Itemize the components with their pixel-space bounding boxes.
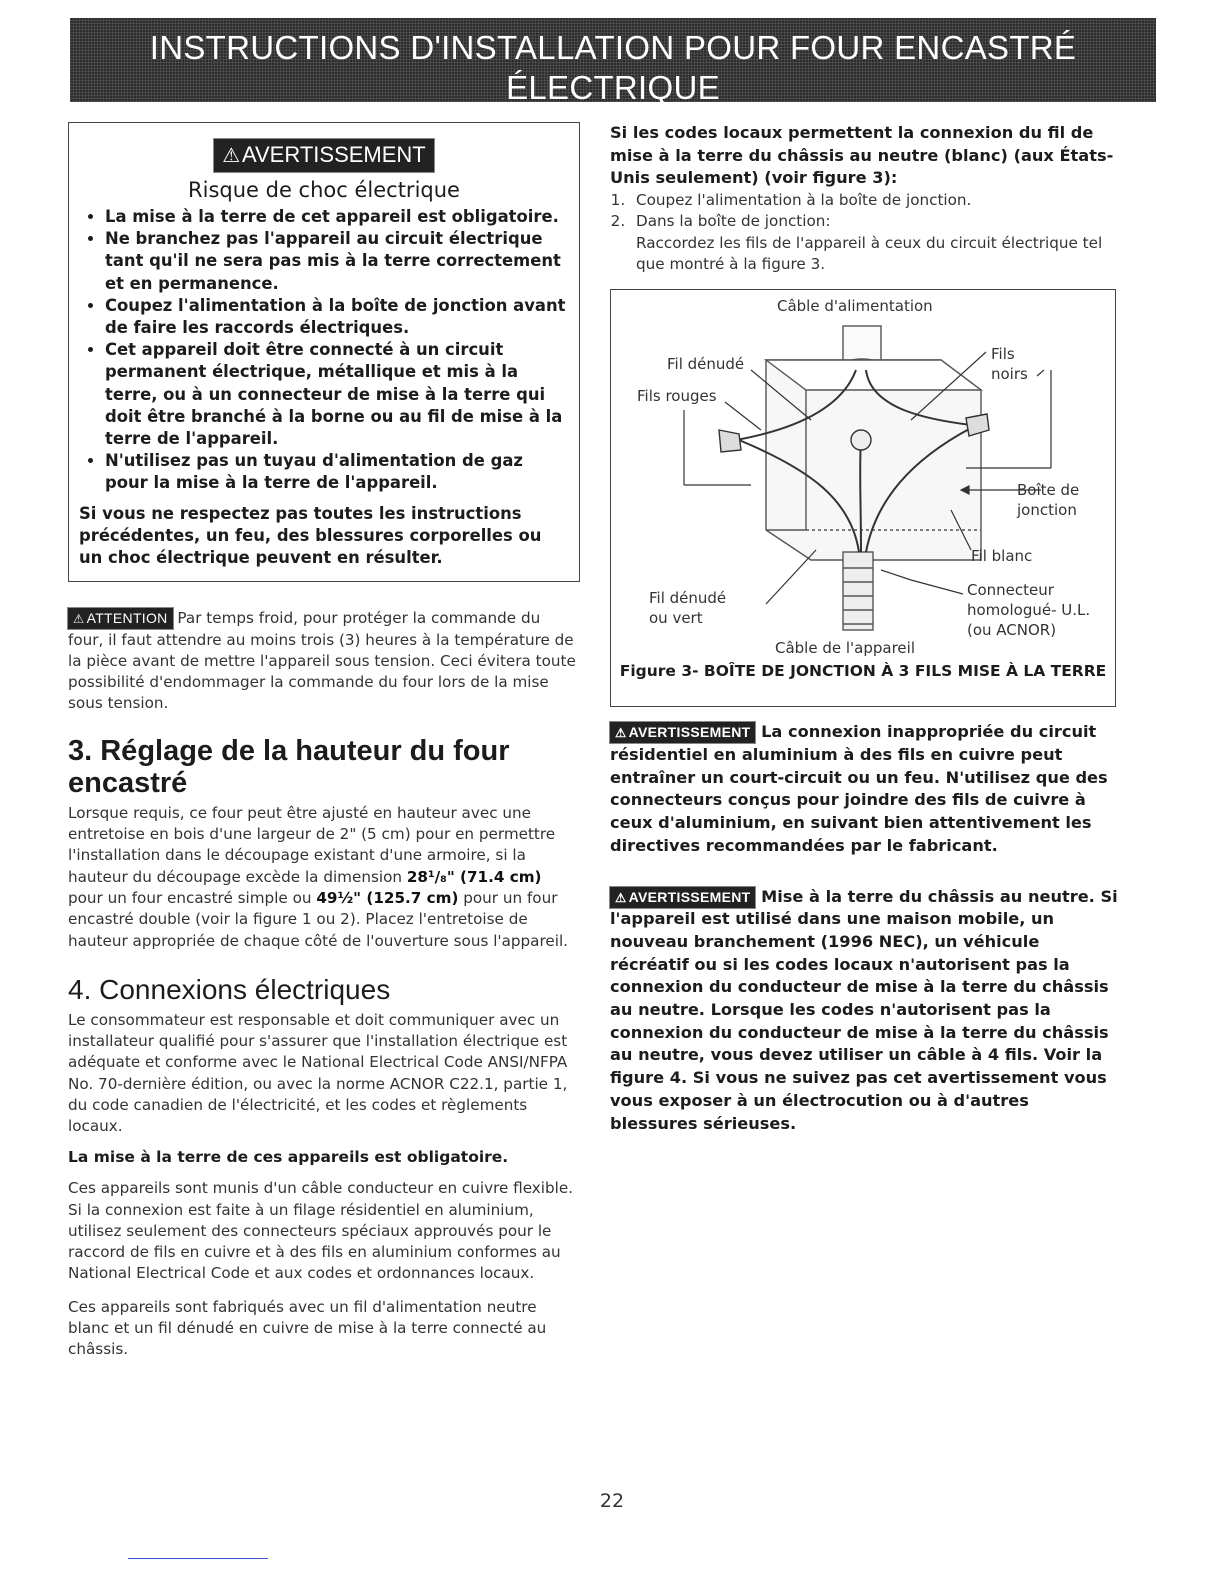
attention-badge: ⚠ ATTENTION <box>68 608 173 629</box>
section-4-heading: 4. Connexions électriques <box>68 973 391 1005</box>
steps-list <box>610 190 1118 275</box>
footer-line <box>128 1558 268 1559</box>
warning-triangle-icon: ⚠ <box>615 726 627 741</box>
left-column <box>68 122 580 1361</box>
warning-badge-small: ⚠ AVERTISSEMENT <box>610 722 755 743</box>
warning-triangle-icon: ⚠ <box>615 890 627 905</box>
attention-paragraph: ⚠ ATTENTION Par temps froid, pour protéger la commande du four, il faut attendre au moins trois (3) heures à la température de la pièce avant de mettre l'appareil sous tension. Ceci évitera toute possibilité d'endommager la commande du four lors de la mise sous tension. <box>68 609 576 713</box>
warning-badge: ⚠AVERTISSEMENT <box>214 139 434 172</box>
chassis-neutral-warning: ⚠ AVERTISSEMENT Mise à la terre du châssis au neutre. Si l'appareil est utilisé dans une maison mobile, un nouveau branchement (1996 NEC), un véhicule récréatif ou si les codes locaux n'autorisent pas la connexion du conducteur de mise à la terre du châssis au neutre. Lorsque les codes n'autorisent pas la connexion du conducteur de mise à la terre du châssis au neutre, vous devez utiliser un câble à 4 fils. Voir la figure 4. Si vous ne suivez pas cet avertissement vous vous exposer à un électrocution ou à d'autres blessures sérieuses. <box>610 886 1118 1133</box>
label-connector: Connecteur homologué- U.L. (ou ACNOR) <box>967 581 1091 640</box>
header-banner <box>70 18 1156 132</box>
label-junction-box: Boîte de jonction <box>1017 481 1080 520</box>
warning-bullet: • Ne branchez pas l'appareil au circuit électrique tant qu'il ne sera pas mis à la terre correctement et en permanence. <box>105 228 569 295</box>
label-appliance-cable: Câble de l'appareil <box>775 639 915 658</box>
warning-bullet: • La mise à la terre de cet appareil est obligatoire. <box>105 206 569 228</box>
label-bare-wire-top: Fil dénudé <box>667 355 745 374</box>
label-black-wires: Fils noirs <box>991 345 1028 384</box>
section-4-text-2: Ces appareils sont munis d'un câble conducteur en cuivre flexible. Si la connexion est faite à un filage résidentiel en aluminium, utilisez seulement des connecteurs spéciaux approuvés pour le raccord de fils en cuivre et à des fils en aluminium conformes au National Electrical Code et aux codes et ordonnances locaux. <box>68 1179 574 1283</box>
section-3-text: Lorsque requis, ce four peut être ajusté en hauteur avec une entretoise en bois d'une largeur de 2" (5 cm) pour en permettre l'installation dans le découpage existant d'une armoire, si la hauteur du découpage excède la dimension 28¹/₈" (71.4 cm) pour un four encastré simple ou 49½" (125.7 cm) pour un four encastré double (voir la figure 1 ou 2). Placez l'entretoise de hauteur appropriée de chaque côté de l'ouverture sous l'appareil. <box>68 803 569 950</box>
page-subtitle: (Combiné à une table de cuisson électrique ou à gaz (en option)) <box>325 110 901 132</box>
figure-3 <box>610 289 1116 707</box>
section-3-heading: 3. Réglage de la hauteur du four encastré <box>68 734 510 799</box>
right-column <box>610 122 1118 1135</box>
label-white-wire: Fil blanc <box>971 547 1033 566</box>
warning-bullet: • Coupez l'alimentation à la boîte de jonction avant de faire les raccords électriques. <box>105 295 569 339</box>
warning-title: Risque de choc électrique <box>188 178 460 202</box>
step-1: 1. Coupez l'alimentation à la boîte de jonction. <box>630 190 1118 211</box>
grounding-required-text: La mise à la terre de ces appareils est obligatoire. <box>68 1147 509 1166</box>
section-4-text-1: Le consommateur est responsable et doit communiquer avec un installateur qualifié pour s'assurer que l'installation électrique est adéquate et conforme avec le National Electrical Code ANSI/NFPA No. 70-dernière édition, ou avec la norme ACNOR C22.1, partie 1, du code canadien de l'électricité, et les codes et règlements locaux. <box>68 1010 568 1136</box>
label-power-cable: Câble d'alimentation <box>777 297 933 316</box>
warning-bullet: • N'utilisez pas un tuyau d'alimentation de gaz pour la mise à la terre de l'appareil. <box>105 450 569 494</box>
step-2: 2. Dans la boîte de jonction: Raccordez les fils de l'appareil à ceux du circuit électrique tel que montré à la figure 3. <box>630 211 1118 275</box>
warning-bullet: • Cet appareil doit être connecté à un circuit permanent électrique, métallique et mis à la terre, ou à un connecteur de mise à la terre qui doit être branché à la borne ou au fil de mise à la terre de l'appareil. <box>105 339 569 450</box>
shock-warning-box <box>68 122 580 582</box>
warning-badge-small: ⚠ AVERTISSEMENT <box>610 887 755 908</box>
warning-footer: Si vous ne respectez pas toutes les instructions précédentes, un feu, des blessures corporelles ou un choc électrique peuvent en résulter. <box>79 503 542 568</box>
page-title: INSTRUCTIONS D'INSTALLATION POUR FOUR ENCASTRÉ ÉLECTRIQUE <box>149 29 1077 106</box>
page-number: 22 <box>599 1490 625 1512</box>
label-red-wires: Fils rouges <box>637 387 717 406</box>
label-bare-green-wire: Fil dénudé ou vert <box>649 589 727 628</box>
figure-caption: Figure 3- BOÎTE DE JONCTION À 3 FILS MISE À LA TERRE <box>619 662 1107 681</box>
warning-list <box>79 206 569 495</box>
local-codes-intro: Si les codes locaux permettent la connexion du fil de mise à la terre du châssis au neutre (blanc) (aux États-Unis seulement) (voir figure 3): <box>610 123 1114 188</box>
warning-triangle-icon: ⚠ <box>222 145 240 167</box>
aluminium-warning: ⚠ AVERTISSEMENT La connexion inappropriée du circuit résidentiel en aluminium à des fils en cuivre peut entraîner un court-circuit ou un feu. N'utilisez que des connecteurs conçus pour joindre des fils de cuivre à ceux d'aluminium, en suivant bien attentivement les directives recommandées par le fabricant. <box>610 722 1108 855</box>
section-4-text-3: Ces appareils sont fabriqués avec un fil d'alimentation neutre blanc et un fil dénudé en cuivre de mise à la terre connecté au châssis. <box>68 1297 547 1359</box>
warning-triangle-icon: ⚠ <box>73 612 85 627</box>
appliance-cable <box>843 552 873 630</box>
